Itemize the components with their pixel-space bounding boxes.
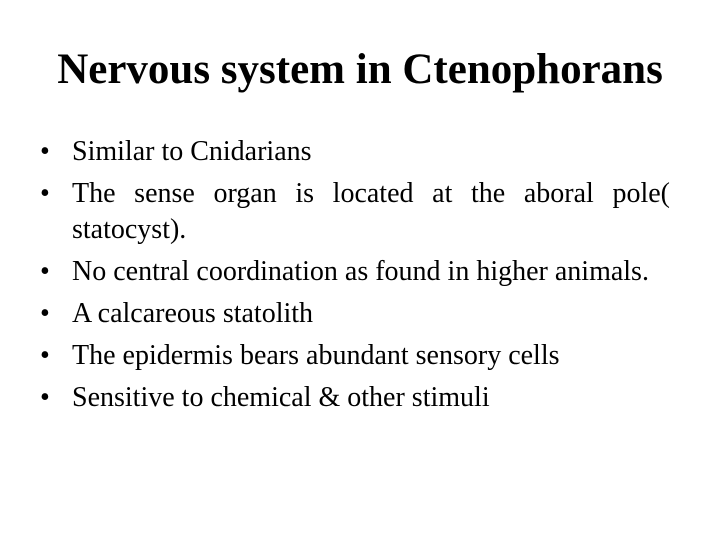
bullet-item [40,254,670,290]
bullet-text: The epidermis bears abundant sensory cells [72,340,560,371]
bullet-item [40,380,670,416]
bullet-text: No central coordination as found in higher animals. [72,256,649,287]
bullet-item [40,176,670,248]
bullet-dot-icon: • [40,340,50,371]
bullet-text: Sensitive to chemical & other stimuli [72,382,490,413]
bullet-dot-icon: • [40,298,50,329]
bullet-item [40,338,670,374]
bullet-dot-icon: • [40,256,50,287]
bullet-item [40,134,670,170]
bullet-text: The sense organ is located at the aboral pole( statocyst). [72,178,670,245]
bullet-text: A calcareous statolith [72,298,314,329]
bullet-dot-icon: • [40,136,50,167]
bullet-text: Similar to Cnidarians [72,136,312,167]
bullet-item [40,296,670,332]
bullet-dot-icon: • [40,178,50,209]
bullet-list [40,134,670,422]
bullet-dot-icon: • [40,382,50,413]
slide-title: Nervous system in Ctenophorans [57,46,663,93]
